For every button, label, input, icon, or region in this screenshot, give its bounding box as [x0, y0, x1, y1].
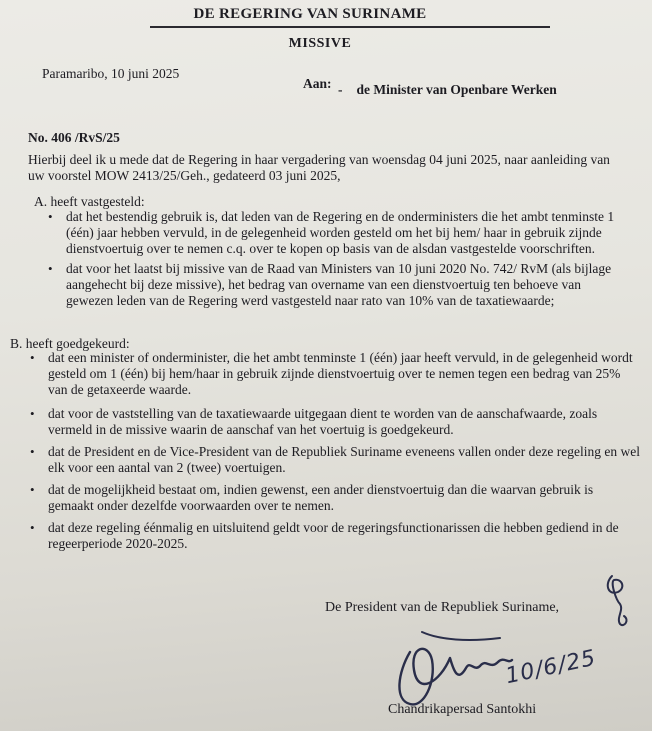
- signer-name: Chandrikapersad Santokhi: [388, 702, 537, 717]
- header-divider: [150, 26, 550, 28]
- bullet-icon: •: [48, 261, 53, 276]
- document-type-title: MISSIVE: [288, 36, 352, 51]
- bullet-icon: •: [48, 209, 53, 224]
- recipient-name: de Minister van Openbare Werken: [356, 82, 557, 97]
- list-item-text: dat voor de vaststelling van de taxatiewaarde uitgegaan dient te worden van de aanschafwaarde, zoals vermeld in de missive waarin de aanschaf van het voertuig is goedgekeurd.: [48, 406, 598, 437]
- list-item-text: dat deze regeling éénmalig en uitsluitend geldt voor de regeringsfunctionarissen die hebben gediend in de regeerperiode 2020-2025.: [48, 520, 619, 551]
- intro-paragraph: Hierbij deel ik u mede dat de Regering in haar vergadering van woensdag 04 juni 2025, naar aanleiding van uw voorstel MOW 2413/25/Geh., gedateerd 03 juni 2025,: [28, 152, 610, 183]
- section-b-list: [30, 350, 642, 552]
- list-item: [30, 406, 642, 438]
- bullet-icon: •: [30, 444, 35, 459]
- list-item-text: dat voor het laatst bij missive van de Raad van Ministers van 10 juni 2020 No. 742/ RvM (als bijlage aangehecht bij deze missive), het bedrag van overname van een dienstvoertuig ten behoeve van gewezen leden van de Regering werd vastgesteld naar rato van 10% van de taxatiewaarde;: [66, 261, 612, 308]
- list-item: [30, 350, 642, 398]
- reference-number: No. 406 /RvS/25: [28, 130, 120, 145]
- bullet-icon: •: [30, 406, 35, 421]
- section-a-label: A. heeft vastgesteld:: [34, 194, 145, 209]
- recipient-dot: -: [338, 82, 343, 97]
- list-item-text: dat een minister of onderminister, die het ambt tenminste 1 (één) jaar heeft vervuld, in de gelegenheid wordt gesteld om 1 (één) bij hem/haar in gebruik zijnde dienstvoertuig over te nemen tegen een bedrag van 25% van de getaxeerde waarde.: [48, 350, 633, 397]
- list-item-text: dat de President en de Vice-President van de Republiek Suriname eveneens vallen onder deze regeling en wel elk voor een aantal van 2 (twee) voertuigen.: [48, 444, 640, 475]
- closing-line: De President van de Republiek Suriname,: [325, 600, 560, 615]
- recipient-label: Aan:: [303, 76, 332, 91]
- section-b-label: B. heeft goedgekeurd:: [10, 336, 130, 351]
- list-item-text: dat het bestendig gebruik is, dat leden van de Regering en de onderministers die het ambt tenminste 1 (één) jaar hebben vervuld, in de gelegenheid worden gesteld om het bij hem/ haar in gebruik zijnde dienstvoertuig over te nemen c.q. over te kopen op basis van de alsdan vastgestelde voorschriften.: [66, 209, 615, 256]
- bullet-icon: •: [30, 482, 35, 497]
- bullet-icon: •: [30, 350, 35, 365]
- place-and-date: Paramaribo, 10 juni 2025: [42, 66, 180, 81]
- list-item: [48, 209, 626, 257]
- list-item: [30, 482, 642, 514]
- list-item: [30, 520, 642, 552]
- recipient: [338, 82, 557, 98]
- list-item: [48, 261, 626, 309]
- document-header-title: DE REGERING VAN SURINAME: [193, 6, 427, 22]
- list-item-text: dat de mogelijkheid bestaat om, indien gewenst, een ander dienstvoertuig dan die waarvan gebruik is gemaakt onder dezelfde voorwaarden over te nemen.: [48, 482, 594, 513]
- list-item: [30, 444, 642, 476]
- bullet-icon: •: [30, 520, 35, 535]
- section-a-list: [48, 209, 626, 309]
- handwritten-date: 10/6/25: [503, 645, 599, 690]
